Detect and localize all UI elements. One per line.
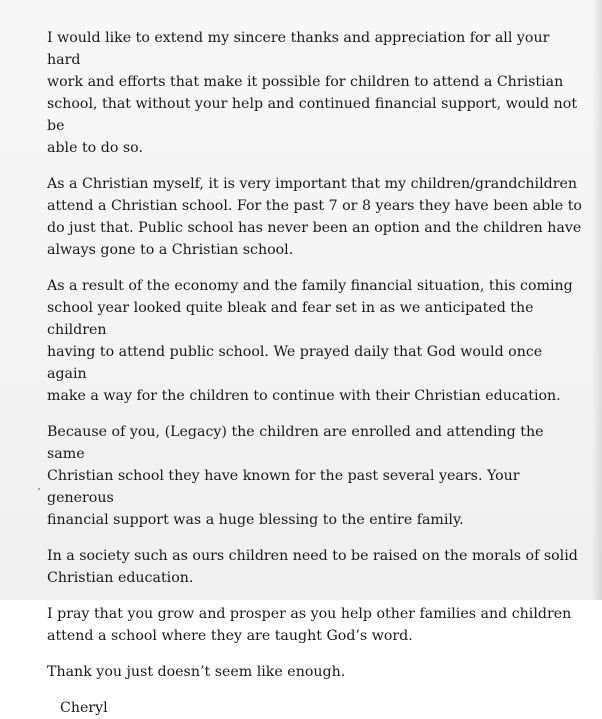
scan-speck bbox=[38, 488, 40, 490]
paragraph-legacy: Because of you, (Legacy) the children are enrolled and attending the same Christian school they have known for the past several years. Your generous financial support was a huge blessing to the entire family. bbox=[47, 424, 544, 528]
page-edge-shadow bbox=[592, 0, 602, 600]
paragraph-closing: Thank you just doesn’t seem like enough. bbox=[47, 664, 346, 680]
paragraph-thanks: I would like to extend my sincere thanks and appreciation for all your hard work and efforts that make it possible for children to attend a Christian school, that without your help and continued financial support, would not be able to do so. bbox=[47, 30, 578, 156]
letter-body bbox=[47, 27, 583, 719]
paragraph-economy: As a result of the economy and the family financial situation, this coming school year looked quite bleak and fear set in as we anticipated the children having to attend public school. We prayed daily that God would once again make a way for the children to continue with their Christian education. bbox=[47, 278, 573, 404]
paragraph-prayer: I pray that you grow and prosper as you help other families and children attend a school where they are taught God’s word. bbox=[47, 606, 572, 644]
paragraph-christian-school: As a Christian myself, it is very important that my children/grandchildren attend a Christian school. For the past 7 or 8 years they have been able to do just that. Public school has never been an option and the children have always gone to a Christian school. bbox=[47, 176, 582, 258]
signature: Cheryl bbox=[60, 700, 108, 716]
paragraph-society: In a society such as ours children need to be raised on the morals of solid Christian education. bbox=[47, 548, 578, 586]
